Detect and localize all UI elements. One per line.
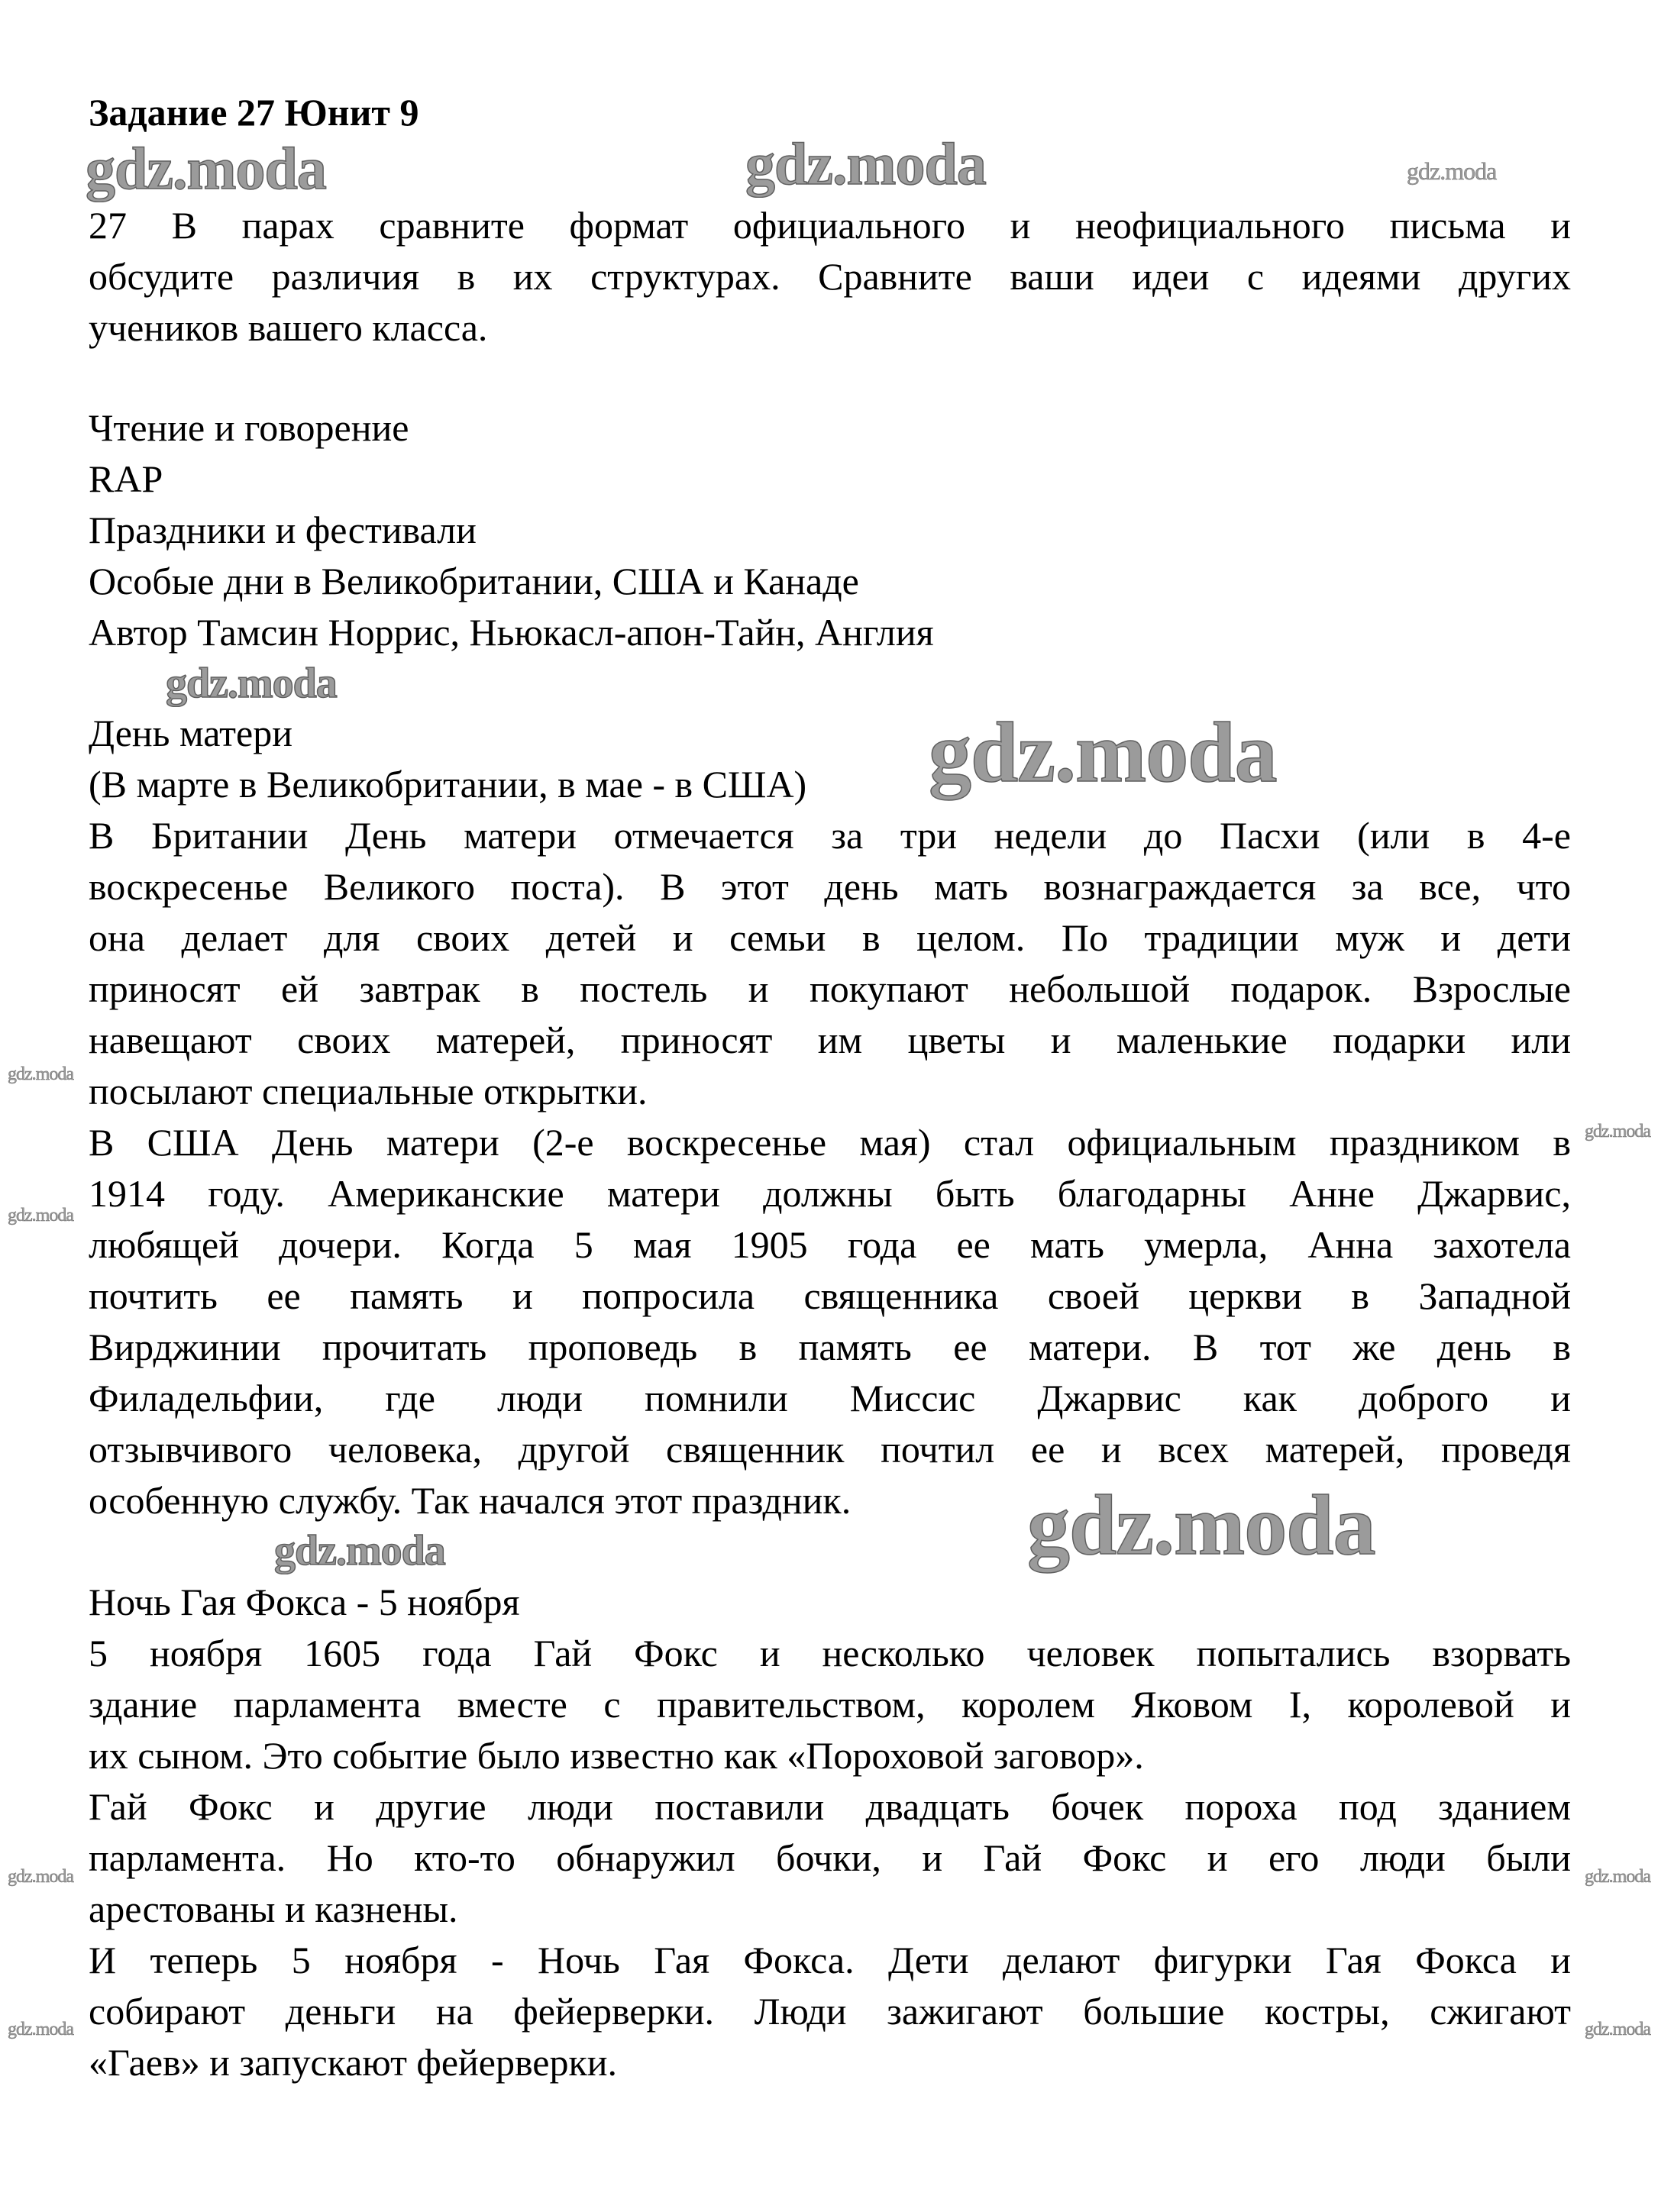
text-line: отзывчивого человека, другой священник почтил ее и всех матерей, проведя xyxy=(89,1428,1571,1471)
header-line: Автор Тамсин Норрис, Ньюкасл-апон-Тайн, Англия xyxy=(89,611,934,654)
section-heading: День матери xyxy=(89,712,292,754)
text-line: их сыном. Это событие было известно как «Пороховой заговор». xyxy=(89,1734,1144,1777)
watermark: gdz.moda xyxy=(1027,1478,1375,1573)
text-line: любящей дочери. Когда 5 мая 1905 года ее мать умерла, Анна захотела xyxy=(89,1223,1571,1266)
watermark: gdz.moda xyxy=(1585,2020,1650,2039)
section-heading: Ночь Гая Фокса - 5 ноября xyxy=(89,1581,520,1623)
text-line: Гай Фокс и другие люди поставили двадцать бочек пороха под зданием xyxy=(89,1785,1571,1828)
title-text: Задание 27 Юнит 9 xyxy=(89,91,419,134)
text-line: Филадельфии, где люди помнили Миссис Джарвис как доброго и xyxy=(89,1377,1571,1419)
header-line: RAP xyxy=(89,457,163,500)
text-line: «Гаев» и запускают фейерверки. xyxy=(89,2041,618,2084)
text-line: навещают своих матерей, приносят им цветы и маленькие подарки или xyxy=(89,1019,1571,1061)
text-line: Вирджинии прочитать проповедь в память ее матери. В тот же день в xyxy=(89,1326,1571,1368)
text-line: она делает для своих детей и семьи в целом. По традиции муж и дети xyxy=(89,916,1571,959)
section-headers xyxy=(89,402,1571,658)
text-line: И теперь 5 ноября - Ночь Гая Фокса. Дети делают фигурки Гая Фокса и xyxy=(89,1939,1571,1981)
text-line: посылают специальные открытки. xyxy=(89,1070,648,1112)
header-line: Праздники и фестивали xyxy=(89,509,477,551)
task-paragraph xyxy=(89,200,1571,354)
watermark: gdz.moda xyxy=(8,1206,73,1225)
text-line: особенную службу. Так начался этот праздник. xyxy=(89,1479,852,1522)
header-line: Особые дни в Великобритании, США и Канаде xyxy=(89,560,859,602)
text-line: собирают деньги на фейерверки. Люди зажигают большие костры, сжигают xyxy=(89,1990,1571,2033)
text-line: парламента. Но кто-то обнаружил бочки, и Гай Фокс и его люди были xyxy=(89,1836,1571,1879)
text-line: 1914 году. Американские матери должны быть благодарны Анне Джарвис, xyxy=(89,1172,1571,1215)
watermark: gdz.moda xyxy=(166,660,337,707)
watermark: gdz.moda xyxy=(1585,1867,1650,1887)
text-line: 5 ноября 1605 года Гай Фокс и несколько человек попытались взорвать xyxy=(89,1632,1571,1674)
watermark: gdz.moda xyxy=(274,1527,445,1574)
watermark: gdz.moda xyxy=(745,131,986,197)
guy-fawkes-section xyxy=(89,1577,1571,2088)
text-line: арестованы и казнены. xyxy=(89,1887,458,1930)
text-line: приносят ей завтрак в постель и покупают небольшой подарок. Взрослые xyxy=(89,967,1571,1010)
text-line: почтить ее память и попросила священника своей церкви в Западной xyxy=(89,1274,1571,1317)
watermark: gdz.moda xyxy=(86,135,326,202)
mothers-day-section xyxy=(89,708,1571,1526)
watermark: gdz.moda xyxy=(8,1867,73,1887)
watermark: gdz.moda xyxy=(1407,157,1497,185)
header-line: Чтение и говорение xyxy=(89,406,409,449)
text-line: воскресенье Великого поста). В этот день мать вознаграждается за все, что xyxy=(89,865,1571,908)
text-line: учеников вашего класса. xyxy=(89,306,488,349)
section-subheading: (В марте в Великобритании, в мае - в США) xyxy=(89,763,807,806)
watermark: gdz.moda xyxy=(8,2020,73,2039)
text-line: В Британии День матери отмечается за три недели до Пасхи (или в 4-е xyxy=(89,814,1571,857)
text-line: обсудите различия в их структурах. Сравните ваши идеи с идеями других xyxy=(89,255,1571,298)
watermark: gdz.moda xyxy=(8,1064,73,1084)
text-line: здание парламента вместе с правительством, королем Яковом I, королевой и xyxy=(89,1683,1571,1726)
watermark: gdz.moda xyxy=(1585,1122,1650,1142)
text-line: В США День матери (2-е воскресенье мая) стал официальным праздником в xyxy=(89,1121,1571,1164)
watermark: gdz.moda xyxy=(929,706,1277,800)
text-line: 27 В парах сравните формат официального и неофициального письма и xyxy=(89,204,1571,247)
